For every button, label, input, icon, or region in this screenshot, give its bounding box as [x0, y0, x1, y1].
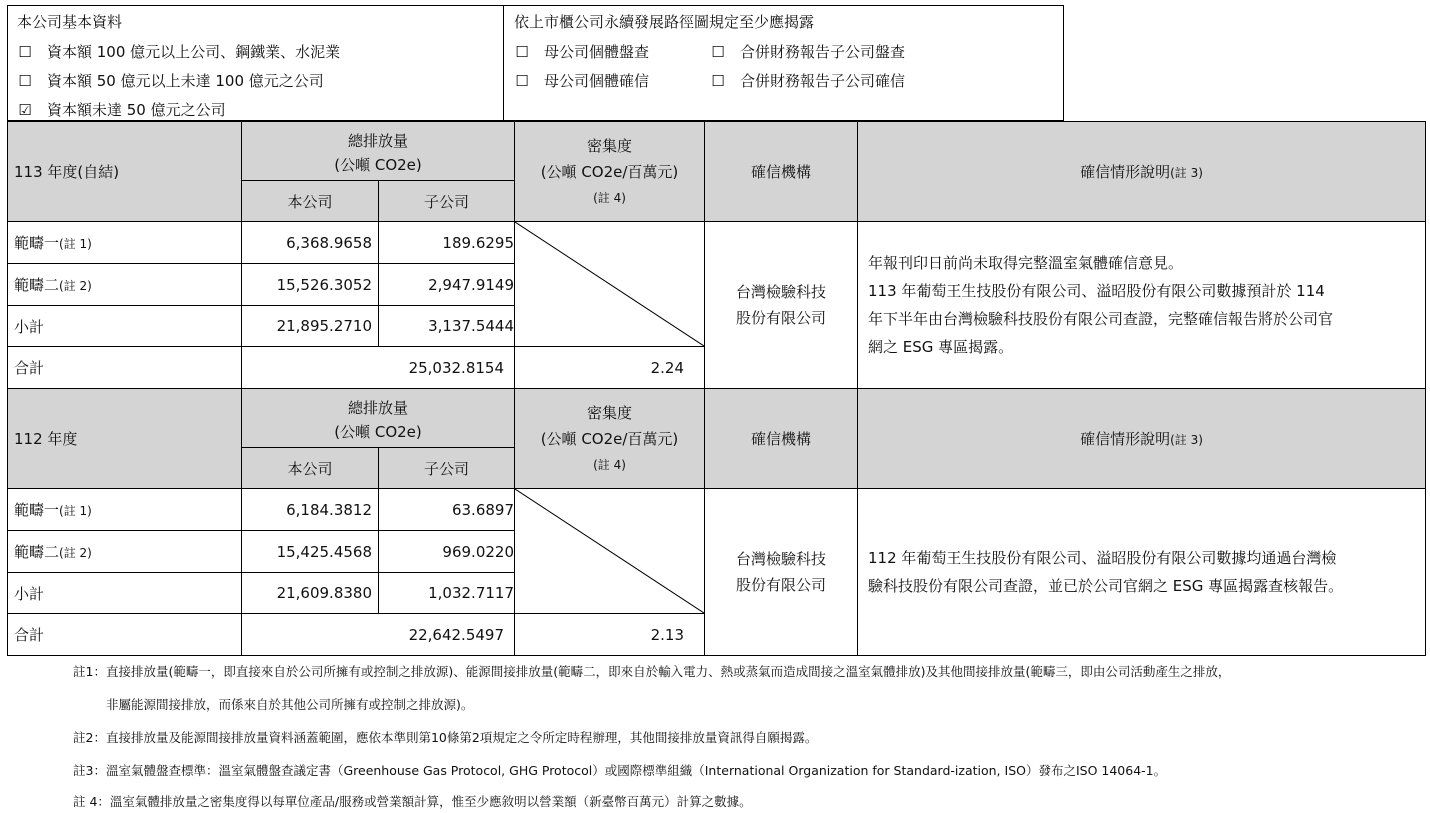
subtotal-company: 21,895.2710 [242, 306, 379, 347]
scope1-label [8, 222, 242, 264]
diagonal-slash-icon [515, 489, 704, 613]
assurance-desc-cell [858, 489, 1426, 656]
disclosure-box [503, 5, 1064, 121]
option-label: 資本額 50 億元以上未達 100 億元之公司 [47, 72, 324, 90]
assurance-body-line: 台灣檢驗科技 [735, 550, 826, 568]
intensity-na-cell [515, 489, 705, 614]
assurance-desc-header [858, 389, 1426, 489]
checkbox-unchecked-icon[interactable]: ☐ [515, 72, 529, 90]
intensity-na-cell [515, 222, 705, 347]
disclosure-label: 母公司個體確信 [544, 72, 650, 90]
scope1-company: 6,184.3812 [242, 489, 379, 531]
unit-label: (公噸 CO2e) [334, 423, 422, 441]
checkbox-unchecked-icon[interactable]: ☐ [711, 72, 725, 90]
intensity-note-label: (註 4) [593, 190, 626, 205]
total-emissions-header [242, 122, 515, 181]
assurance-body-line: 台灣檢驗科技 [735, 283, 826, 301]
scope2-text: 範疇二 [14, 543, 60, 561]
disclosure-label: 合併財務報告子公司確信 [740, 72, 906, 90]
option-capital-100 [17, 41, 340, 62]
company-header: 本公司 [242, 448, 379, 489]
assurance-desc-line: 113 年葡萄王生技股份有限公司、溢昭股份有限公司數據預計於 114 [868, 282, 1325, 300]
assurance-desc-line: 112 年葡萄王生技股份有限公司、溢昭股份有限公司數據均通過台灣檢 [868, 549, 1337, 567]
subtotal-subsidiary: 1,032.7117 [379, 573, 515, 614]
scope1-company: 6,368.9658 [242, 222, 379, 264]
footnote-1: 註1：直接排放量(範疇一，即直接來自於公司所擁有或控制之排放源)、能源間接排放量(範疇二，即來自於輸入電力、熱或蒸氣而造成間接之溫室氣體排放)及其他間接排放量(範疇三，即由公司活動產生之排放， [73, 664, 1231, 679]
disclosure-label: 母公司個體盤查 [544, 43, 650, 61]
scope2-note: (註 2) [59, 546, 92, 560]
total-emissions-header [242, 389, 515, 448]
total-emissions-label: 總排放量 [347, 132, 408, 150]
assurance-body-line: 股份有限公司 [735, 309, 826, 327]
intensity-value: 2.24 [515, 347, 705, 389]
company-info-title: 本公司基本資料 [17, 13, 123, 31]
scope2-text: 範疇二 [14, 276, 60, 294]
assurance-body-cell [705, 222, 858, 389]
total-value: 25,032.8154 [242, 347, 515, 389]
disclosure-parent-inventory [514, 41, 649, 62]
scope1-subsidiary: 189.6295 [379, 222, 515, 264]
intensity-header [515, 122, 705, 222]
company-info-box [7, 5, 504, 121]
option-capital-under-50 [17, 99, 226, 120]
subsidiary-header: 子公司 [379, 448, 515, 489]
intensity-unit-label: (公噸 CO2e/百萬元) [540, 429, 679, 448]
year-label: 112 年度 [8, 389, 242, 489]
year-label: 113 年度(自結) [8, 122, 242, 222]
subtotal-subsidiary: 3,137.5444 [379, 306, 515, 347]
disclosure-label: 合併財務報告子公司盤查 [740, 43, 906, 61]
emissions-table-113 [7, 121, 1426, 389]
disclosure-title: 依上市櫃公司永續發展路徑圖規定至少應揭露 [514, 13, 815, 31]
intensity-header [515, 389, 705, 489]
assurance-desc-note: (註 3) [1170, 433, 1203, 447]
footnote-2: 註2：直接排放量及能源間接排放量資料涵蓋範圍，應依本準則第10條第2項規定之令所定時程辦理，其他間接排放量資訊得自願揭露。 [73, 730, 818, 745]
disclosure-subsidiary-inventory [710, 41, 905, 62]
assurance-body-cell [705, 489, 858, 656]
assurance-desc-line: 驗科技股份有限公司查證，並已於公司官網之 ESG 專區揭露查核報告。 [868, 577, 1344, 595]
scope1-text: 範疇一 [14, 234, 60, 252]
checkbox-unchecked-icon[interactable]: ☐ [515, 43, 529, 61]
scope2-subsidiary: 969.0220 [379, 531, 515, 573]
scope2-subsidiary: 2,947.9149 [379, 264, 515, 306]
intensity-value: 2.13 [515, 614, 705, 656]
option-label: 資本額未達 50 億元之公司 [47, 101, 226, 119]
diagonal-slash-icon [515, 222, 704, 346]
footnote-3: 註3：溫室氣體盤查標準：溫室氣體盤查議定書（Greenhouse Gas Protocol, GHG Protocol）或國際標準組織（International Organization for Standard-ization, ISO）發布之ISO 14064-1。 [73, 763, 1167, 778]
scope2-company: 15,526.3052 [242, 264, 379, 306]
checkbox-unchecked-icon[interactable]: ☐ [18, 43, 32, 61]
assurance-body-line: 股份有限公司 [735, 576, 826, 594]
footnote-4: 註 4：溫室氣體排放量之密集度得以每單位產品/服務或營業額計算，惟至少應敘明以營業額（新臺幣百萬元）計算之數據。 [73, 794, 752, 809]
total-emissions-label: 總排放量 [347, 399, 408, 417]
assurance-body-header: 確信機構 [705, 389, 858, 489]
assurance-desc-note: (註 3) [1170, 166, 1203, 180]
scope2-note: (註 2) [59, 279, 92, 293]
assurance-body-header: 確信機構 [705, 122, 858, 222]
subsidiary-header: 子公司 [379, 181, 515, 222]
intensity-label: 密集度 [586, 136, 632, 155]
assurance-desc-line: 年報刊印日前尚未取得完整溫室氣體確信意見。 [868, 254, 1184, 272]
intensity-label: 密集度 [586, 403, 632, 422]
total-label: 合計 [8, 614, 242, 656]
total-value: 22,642.5497 [242, 614, 515, 656]
scope2-label [8, 264, 242, 306]
total-label: 合計 [8, 347, 242, 389]
scope1-note: (註 1) [59, 504, 92, 518]
checkbox-checked-icon[interactable]: ☑ [18, 101, 32, 119]
intensity-note-label: (註 4) [593, 457, 626, 472]
disclosure-subsidiary-assurance [710, 70, 905, 91]
intensity-unit-label: (公噸 CO2e/百萬元) [540, 162, 679, 181]
assurance-desc-cell [858, 222, 1426, 389]
disclosure-parent-assurance [514, 70, 649, 91]
checkbox-unchecked-icon[interactable]: ☐ [18, 72, 32, 90]
scope1-subsidiary: 63.6897 [379, 489, 515, 531]
subtotal-company: 21,609.8380 [242, 573, 379, 614]
scope1-text: 範疇一 [14, 501, 60, 519]
option-capital-50 [17, 70, 324, 91]
assurance-desc-line: 年下半年由台灣檢驗科技股份有限公司查證，完整確信報告將於公司官 [868, 310, 1334, 328]
footnote-1-cont: 非屬能源間接排放，而係來自於其他公司所擁有或控制之排放源)。 [106, 697, 474, 712]
subtotal-label: 小計 [8, 306, 242, 347]
subtotal-label: 小計 [8, 573, 242, 614]
scope1-note: (註 1) [59, 237, 92, 251]
scope2-company: 15,425.4568 [242, 531, 379, 573]
scope2-label [8, 531, 242, 573]
emissions-table-112 [7, 388, 1426, 656]
option-label: 資本額 100 億元以上公司、鋼鐵業、水泥業 [47, 43, 341, 61]
assurance-desc-header [858, 122, 1426, 222]
assurance-desc-line: 網之 ESG 專區揭露。 [868, 338, 1014, 356]
unit-label: (公噸 CO2e) [334, 156, 422, 174]
company-header: 本公司 [242, 181, 379, 222]
checkbox-unchecked-icon[interactable]: ☐ [711, 43, 725, 61]
assurance-desc-label: 確信情形說明 [1080, 163, 1171, 181]
assurance-desc-label: 確信情形說明 [1080, 430, 1171, 448]
scope1-label [8, 489, 242, 531]
